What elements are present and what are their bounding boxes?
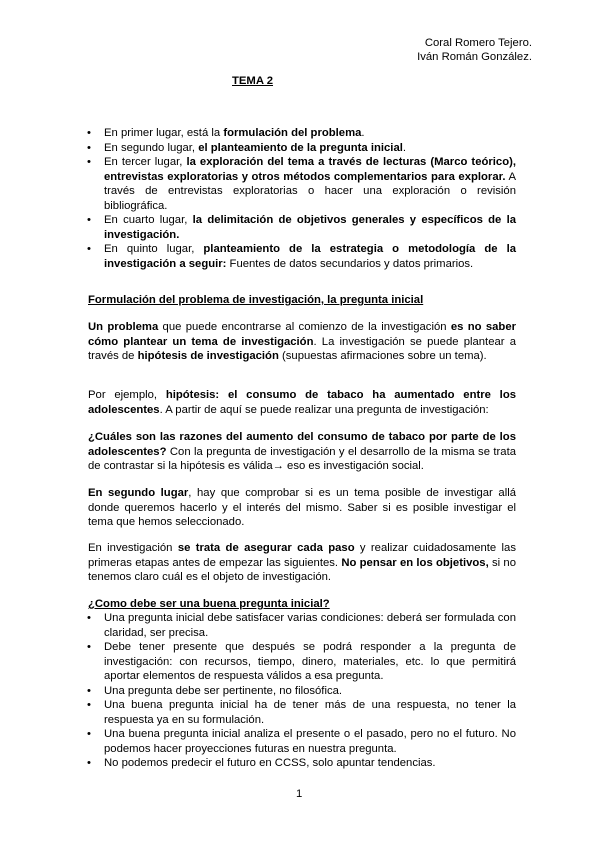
list-item: • En tercer lugar, la exploración del tema a través de lecturas (Marco teórico), entrevistas exploratorias y otros métodos complementarios para explorar. A través de entrevistas exploratorias o hacer una exploración o revisión bibliográfica. — [104, 155, 516, 213]
list-item: • Una buena pregunta inicial ha de tener más de una respuesta, no tener la respuesta ya en su formulación. — [104, 698, 516, 727]
question-criteria-list — [104, 611, 516, 771]
paragraph: Por ejemplo, hipótesis: el consumo de tabaco ha aumentado entre los adolescentes. A partir de aquí se puede realizar una pregunta de investigación: — [88, 389, 517, 416]
paragraph: Un problema que puede encontrarse al comienzo de la investigación es no saber cómo plantear un tema de investigación. La investigación se puede plantear a través de hipótesis de investigación (supuestas afirmaciones sobre un tema). — [88, 321, 516, 362]
paragraph: En segundo lugar, hay que comprobar si es un tema posible de investigar allá donde queremos hacerlo y el interés del mismo. Saber si es posible investigar el tema que hemos seleccionado. — [88, 487, 516, 528]
list-item: • Una buena pregunta inicial analiza el presente o el pasado, pero no el futuro. No podemos hacer proyecciones futuras en nuestra pregunta. — [104, 727, 516, 756]
list-item: • Debe tener presente que después se podrá responder a la pregunta de investigación: con recursos, tiempo, dinero, materiales, etc. lo que permitirá aportar elementos de respuesta válidos a esa pregunta. — [104, 640, 516, 684]
section-heading: ¿Como debe ser una buena pregunta inicial? — [88, 598, 330, 610]
paragraph: En investigación se trata de asegurar cada paso y realizar cuidadosamente las primeras etapas antes de empezar las siguientes. No pensar en los objetivos, si no tenemos claro cuál es el objeto de investigación. — [88, 542, 516, 583]
list-item: • En primer lugar, está la formulación del problema. — [104, 126, 516, 141]
author-name: Iván Román González. — [417, 51, 532, 63]
document-title: TEMA 2 — [232, 75, 274, 87]
list-item: • Una pregunta inicial debe satisfacer varias condiciones: deberá ser formulada con claridad, ser precisa. — [104, 611, 516, 640]
paragraph: ¿Cuáles son las razones del aumento del consumo de tabaco por parte de los adolescentes? Con la pregunta de investigación y el desarrollo de la misma se trata de contrastar si la hipótesis es válida→ eso es investigación social. — [88, 431, 516, 472]
intro-list — [104, 126, 516, 271]
list-item: • En quinto lugar, planteamiento de la estrategia o metodología de la investigación a seguir: Fuentes de datos secundarios y datos primarios. — [104, 242, 516, 271]
list-item: • En cuarto lugar, la delimitación de objetivos generales y específicos de la investigación. — [104, 213, 516, 242]
author-name: Coral Romero Tejero. — [424, 37, 532, 49]
page-number: 1 — [296, 788, 303, 800]
author-block — [417, 36, 532, 64]
section-heading: Formulación del problema de investigación, la pregunta inicial — [88, 294, 424, 306]
list-item: • Una pregunta debe ser pertinente, no filosófica. — [104, 684, 516, 699]
list-item: • En segundo lugar, el planteamiento de la pregunta inicial. — [104, 141, 516, 156]
list-item: • No podemos predecir el futuro en CCSS, solo apuntar tendencias. — [104, 756, 516, 771]
